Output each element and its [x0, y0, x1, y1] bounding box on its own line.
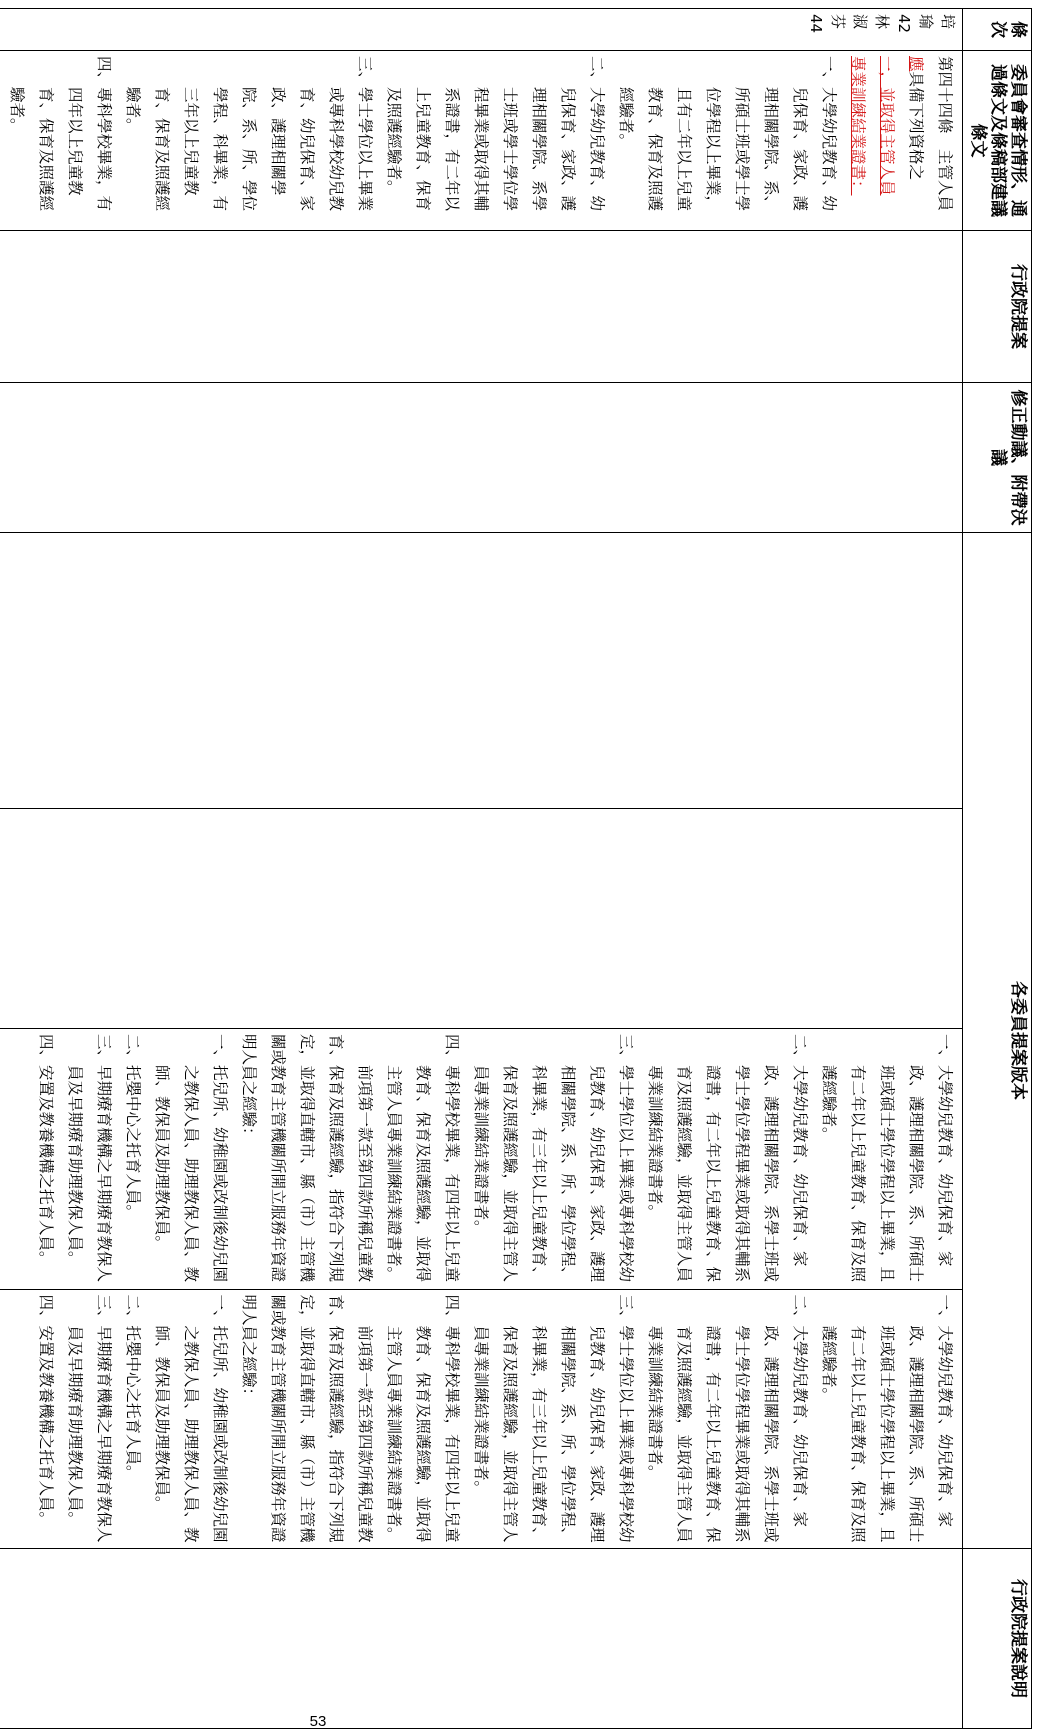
committee-red-ying: 應 — [907, 56, 925, 72]
committee-red-line-4: 專業訓練結業證書： — [849, 56, 867, 196]
page-number: 53 — [309, 1713, 327, 1730]
version-empty-cell-2 — [0, 809, 963, 1029]
version-b-item-4: 四、專科學校畢業，有四年以上兒童教育、保育及照護經驗，並取得主管人員專業訓練結業證書者。 — [385, 1294, 461, 1543]
version-b-paragraph: 前項第一款至第四款所稱兒童教育、保育及照護經驗，指符合下列規定，並取得直轄市、縣（市）主管機關或教育主管機關所開立服務年資證明人員之經驗： — [240, 1294, 374, 1543]
row-label-3: 林 — [873, 14, 891, 30]
row-label-0: 培 — [939, 14, 957, 30]
version-b — [0, 1289, 962, 1549]
version-split — [0, 1029, 962, 1548]
header-tiaoci: 條次 — [963, 9, 1032, 51]
version-a-paragraph: 前項第一款至第四款所稱兒童教育、保育及照護經驗，指符合下列規定，並取得直轄市、縣（市）主管機關或教育主管機關所開立服務年資證明人員之經驗： — [240, 1034, 374, 1283]
committee-line-2b: 具備下列資格之 — [907, 71, 925, 181]
version-b-item-3: 三、學士學位以上畢業或專科學校幼兒教育、幼兒保育、家政、護理相關學院、系、所、學位學程、科畢業，有三年以上兒童教育、保育及照護經驗，並取得主管人員專業訓練結業證書者。 — [472, 1294, 635, 1543]
version-b-sub-4: 四、安置及教養機構之托育人員。 — [37, 1294, 55, 1528]
version-b-sub-1: 一、托兒所、幼稚園或改制後幼兒園之教保人員、助理教保人員、教師、教保員及助理教保員。 — [153, 1294, 229, 1543]
row-label-1: 瑜 — [917, 14, 935, 30]
row-label-6: 44 — [807, 14, 825, 34]
version-empty-cell-1 — [0, 533, 963, 809]
header-exec-note: 行政院提案說明 — [963, 1549, 1032, 1729]
version-a-item-1: 一、大學幼兒教育、幼兒保育、家政、護理相關學院、系、所碩士班或碩士學位學程以上畢業，且有二年以上兒童教育、保育及照護經驗者。 — [820, 1034, 954, 1283]
exec-note-cell — [0, 1549, 963, 1729]
version-b-item-2: 二、大學幼兒教育、幼兒保育、家政、護理相關學院、系學士班或學士學位學程畢業或取得其輔系證書，有二年以上兒童教育、保育及照護經驗，並取得主管人員專業訓練結業證書者。 — [646, 1294, 809, 1543]
version-a-item-3: 三、學士學位以上畢業或專科學校幼兒教育、幼兒保育、家政、護理相關學院、系、所、學位學程、科畢業，有三年以上兒童教育、保育及照護經驗，並取得主管人員專業訓練結業證書者。 — [472, 1034, 635, 1283]
version-a-sub-1: 一、托兒所、幼稚園或改制後幼兒園之教保人員、助理教保人員、教師、教保員及助理教保員。 — [153, 1034, 229, 1283]
rotated-table-wrapper — [8, 8, 1032, 1728]
header-versions: 各委員提案版本 — [963, 533, 1032, 1549]
header-committee: 委員會審查情形、通過條文及條稿部建議條文 — [963, 51, 1032, 231]
committee-item-5 — [0, 56, 2, 225]
committee-item-2: 二、大學幼兒教育、幼兒保育、家政、護理相關學院、系學士班或學士學位學程畢業或取得其輔系證書，有二年以上兒童教育、保育及照護經驗者。 — [385, 56, 606, 212]
committee-line-1: 第四十四條 主管人員 — [936, 56, 954, 212]
row-label-cell — [0, 9, 963, 51]
header-amend: 修正動議、附帶決議 — [963, 383, 1032, 533]
executive-cell — [0, 231, 963, 383]
version-a — [0, 1029, 962, 1289]
amend-cell — [0, 383, 963, 533]
version-a-sub-2: 二、托嬰中心之托育人員。 — [124, 1034, 142, 1221]
version-b-item-1: 一、大學幼兒教育、幼兒保育、家政、護理相關學院、系、所碩士班或碩士學位學程以上畢業，且有二年以上兒童教育、保育及照護經驗者。 — [820, 1294, 954, 1543]
content-row — [0, 9, 963, 1729]
version-b-sub-3: 三、早期療育機構之早期療育教保人員及早期療育助理教保人員。 — [66, 1294, 113, 1543]
version-a-item-2: 二、大學幼兒教育、幼兒保育、家政、護理相關學院、系學士班或學士學位學程畢業或取得其輔系證書，有二年以上兒童教育、保育及照護經驗，並取得主管人員專業訓練結業證書者。 — [646, 1034, 809, 1283]
committee-item-1: 一、大學幼兒教育、幼兒保育、家政、護理相關學院、系、所碩士班或學士學位學程以上畢業，且有二年以上兒童教育、保育及照護經驗者。 — [617, 56, 838, 212]
committee-item-3: 三、學士學位以上畢業或專科學校幼兒教育、幼兒保育、家政、護理相關學院、系、所、學位學程、科畢業，有三年以上兒童教育、保育及照護經驗者。 — [124, 56, 374, 212]
committee-line-2 — [901, 56, 930, 225]
row-label-5: 芬 — [829, 14, 847, 30]
version-a-item-4: 四、專科學校畢業，有四年以上兒童教育、保育及照護經驗，並取得主管人員專業訓練結業證書者。 — [385, 1034, 461, 1283]
row-label-2: 42 — [895, 14, 913, 34]
comparison-table — [0, 8, 1032, 1729]
committee-item-4: 四、專科學校畢業，有四年以上兒童教育、保育及照護經驗者。 — [8, 56, 113, 212]
committee-red-line-3: 一，並取得主管人員 — [878, 56, 896, 196]
version-b-sub-2: 二、托嬰中心之托育人員。 — [124, 1294, 142, 1481]
committee-cell — [0, 51, 963, 231]
version-a-sub-4: 四、安置及教養機構之托育人員。 — [37, 1034, 55, 1267]
row-label-4: 淑 — [851, 14, 869, 30]
version-text-cell — [0, 1029, 963, 1549]
header-executive: 行政院提案 — [963, 231, 1032, 383]
header-row — [963, 9, 1032, 1729]
version-a-sub-3: 三、早期療育機構之早期療育教保人員及早期療育助理教保人員。 — [66, 1034, 113, 1283]
